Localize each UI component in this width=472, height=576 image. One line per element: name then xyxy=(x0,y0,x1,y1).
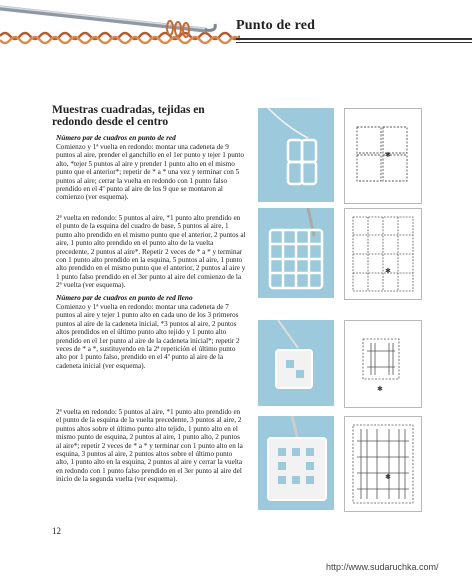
section-title: Muestras cuadradas, tejidas en redondo desde el centro xyxy=(52,104,205,128)
svg-text:✱: ✱ xyxy=(385,473,391,481)
sample-photo-1 xyxy=(258,108,334,202)
header-hook-illustration xyxy=(0,0,240,60)
subsection-2-paragraph-2: 2ª vuelta en redondo: 5 puntos al aire, *1 punto alto prendido en el punto de la esquina de la vuelta precedente, 3 puntos al aire, 2 puntos altos sobre el último punto alto tejido, 1 punto alto en el mismo punto de esquina, 2 puntos al aire, 1 punto alto, 2 puntos al aire*; repetir 2 veces de * a * y terminar con 1 punto alto en la esquina, 3 puntos al aire, 2 puntos altos sobre el último punto alto, 1 punto alto en la esquina, 2 puntos al aire y cerrar la vuelta en redondo con 1 punto falso prendido en el 3er punto al aire del inicio de la segunda vuelta (ver esquema). xyxy=(56,408,243,484)
stitch-diagram-4 xyxy=(344,416,422,512)
subsection-2-title: Número par de cuadros en punto de red lleno xyxy=(56,293,193,302)
stitch-diagram-3 xyxy=(344,320,422,408)
header-rule-thin xyxy=(236,42,472,43)
svg-text:✱: ✱ xyxy=(385,267,391,275)
stitch-diagram-1 xyxy=(344,108,422,204)
page-number: 12 xyxy=(52,526,61,536)
subsection-1-paragraph-2: 2ª vuelta en redondo: 5 puntos al aire, *1 punto alto prendido en el punto de la esquina del cuadro de base, 5 puntos al aire, 1 punto alto prendido en el mismo punto que el anterior, 2 puntos al aire, 1 punto alto prendido en el punto alto de la vuelta precedente, 2 puntos al aire*. Repetir 2 veces de * a * y terminar con 1 punto alto prendido en la esquina, 5 puntos al aire, 1 punto alto prendido en el mismo punto que el anterior, 2 puntos al aire y 1 punto falso prendido en el 3er punto al aire del comienzo de la 2ª vuelta (ver esquema). xyxy=(56,214,246,290)
sample-photo-4 xyxy=(258,416,334,510)
subsection-2-paragraph-1: Comienzo y 1ª vuelta en redondo: montar una cadeneta de 7 puntos al aire y tejer 1 punto alto en cada uno de los 3 primeros puntos al aire de la cadeneta inicial, *3 puntos al aire, 2 puntos altos prendidos en el último punto alto tejido y 1 punto alto prendido en el 1er punto al aire de la cadeneta inicial*; repetir 2 veces de * a *, sustituyendo en la 2ª repetición el último punto alto por 1 punto falso, prendido en el 4º punto al aire de la cadeneta inicial (ver esquema). xyxy=(56,303,240,370)
stitch-diagram-2 xyxy=(344,208,422,300)
svg-text:✱: ✱ xyxy=(385,151,391,159)
sample-photo-3 xyxy=(258,320,334,406)
svg-text:✱: ✱ xyxy=(377,385,383,393)
page-header-title: Punto de red xyxy=(236,18,316,33)
sample-photo-2 xyxy=(258,208,334,298)
header-rule xyxy=(236,38,472,40)
subsection-1-title: Número par de cuadros en punto de red xyxy=(56,133,176,142)
subsection-1-paragraph-1: Comienzo y 1ª vuelta en redondo: montar una cadeneta de 9 puntos al aire, prender el ganchillo en el 1er punto y tejer 1 punto alto, *tejer 5 puntos al aire y prender 1 punto alto en el mismo punto que el anterior*; repetir de * a * una vez y terminar con 5 puntos al aire; cerrar la vuelta en redondo con 1 punto falso prendido en el 4º punto al aire de los 9 que se montaron al comienzo (ver esquema). xyxy=(56,143,245,202)
watermark-url: http://www.sudaruchka.com/ xyxy=(326,562,439,572)
crochet-cord-decoration xyxy=(0,33,240,43)
